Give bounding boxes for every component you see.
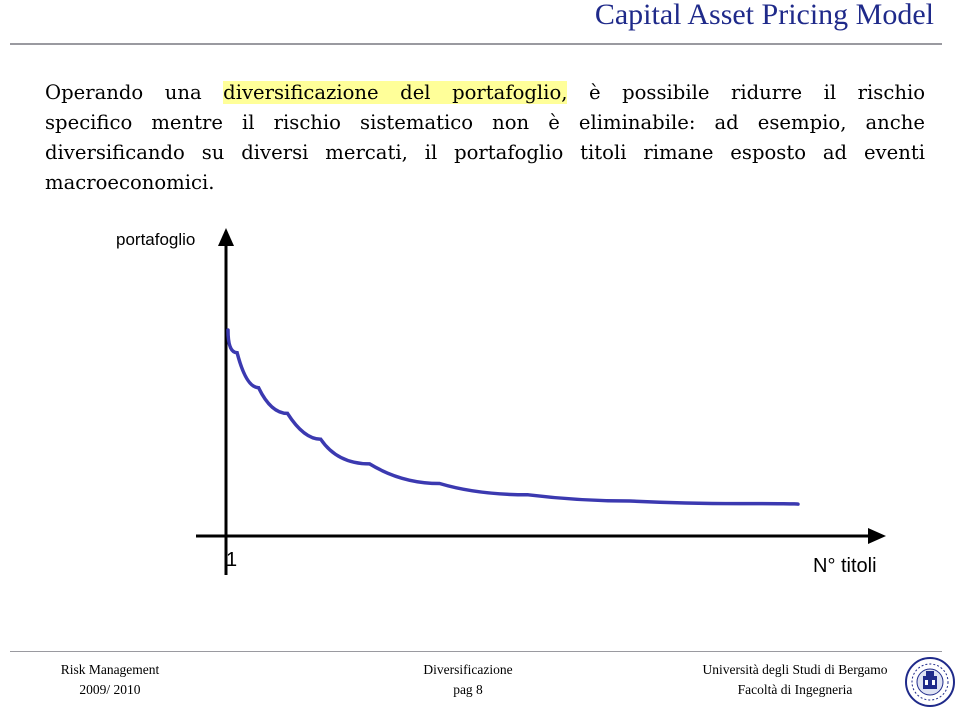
paragraph-line-4: macroeconomici. bbox=[45, 171, 215, 194]
footer-topic-name: Diversificazione bbox=[423, 662, 513, 677]
highlighted-phrase: diversificazione del portafoglio, bbox=[223, 81, 568, 104]
x-axis-label: N° titoli bbox=[813, 555, 877, 577]
footer-divider bbox=[10, 651, 942, 652]
x-axis-arrow bbox=[868, 528, 886, 544]
y-axis-label: portafoglio bbox=[116, 230, 196, 249]
footer-course-name: Risk Management bbox=[60, 662, 160, 677]
footer-university: Università degli Studi di Bergamo bbox=[702, 662, 888, 677]
page-title: Capital Asset Pricing Model bbox=[594, 0, 934, 31]
footer-topic bbox=[408, 660, 528, 700]
footer-faculty: Facoltà di Ingegneria bbox=[737, 682, 853, 697]
footer-institution bbox=[690, 660, 900, 700]
footer-course bbox=[55, 660, 165, 700]
university-seal-icon bbox=[904, 656, 956, 708]
footer-year: 2009/ 2010 bbox=[79, 682, 141, 697]
x-tick-label: 1 bbox=[226, 549, 238, 571]
text-segment: è possibile ridurre il rischio bbox=[567, 81, 926, 104]
paragraph-line-2: specifico mentre il rischio sistematico non è eliminabile: ad esempio, anche bbox=[45, 111, 925, 134]
footer-page-number: pag 8 bbox=[453, 682, 483, 697]
y-axis-arrow bbox=[218, 228, 234, 246]
risk-curve bbox=[228, 330, 798, 504]
text-segment: Operando una bbox=[45, 81, 224, 104]
paragraph-line-3: diversificando su diversi mercati, il portafoglio titoli rimane esposto ad eventi bbox=[45, 141, 925, 164]
